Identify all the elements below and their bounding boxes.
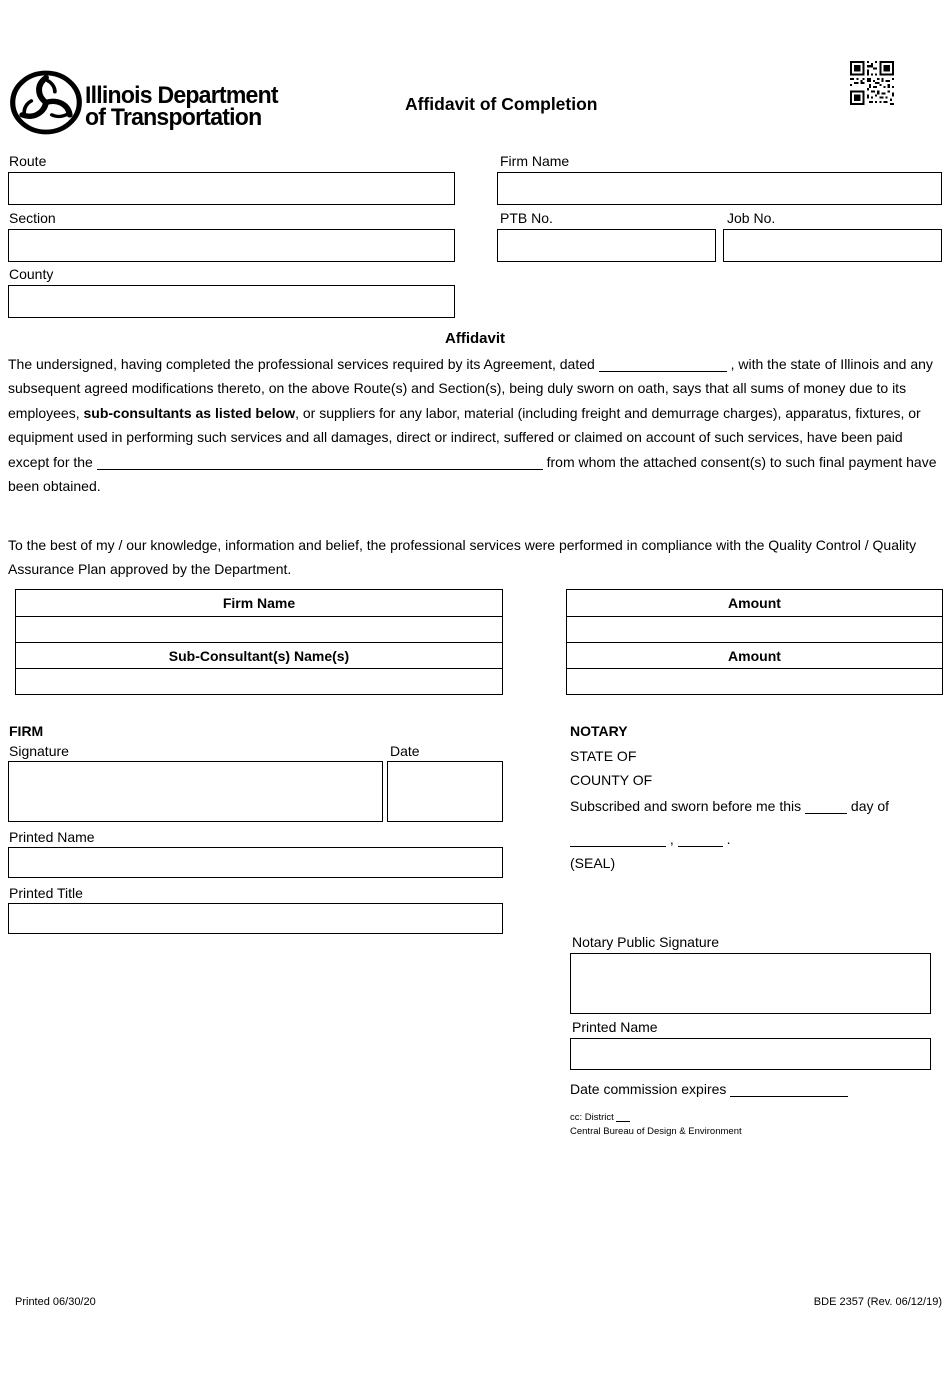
firm-printed-title-label: Printed Title (9, 885, 83, 901)
commission-expires-label: Date commission expires (570, 1081, 727, 1097)
idot-logo-icon (9, 69, 83, 141)
section-label: Section (9, 210, 56, 226)
amount-table (566, 589, 943, 695)
qr-code-icon (850, 60, 894, 111)
firm-signature-label: Signature (9, 743, 69, 759)
sworn-statement-line1 (570, 798, 889, 814)
affidavit-paragraph-2: To the best of my / our knowledge, information and belief, the professional services were performed in compliance with the Quality Control / Quality Assurance Plan approved by the Department. (8, 537, 917, 578)
p1-bold-subconsultants: sub-consultants as listed below (83, 404, 296, 421)
sworn-year-blank[interactable] (678, 831, 723, 847)
commission-expires-line (570, 1081, 848, 1097)
p1-text-4: from whom the attached consent(s) to such final payment have been obtained. (8, 453, 937, 495)
p1-text-3: , or suppliers for any labor, material (including freight and demurrage charges), apparatus, fixtures, or equipment used in performing such services and all damages, direct or indirect, suffered or claimed on account of such services, have been paid except for the (8, 404, 921, 470)
cc-bureau-note: Central Bureau of Design & Environment (570, 1126, 742, 1137)
county-label: County (9, 266, 54, 282)
sworn-text-1: Subscribed and sworn before me this (570, 798, 802, 814)
county-of-label: COUNTY OF (570, 772, 653, 788)
commission-expires-blank[interactable] (730, 1081, 848, 1097)
agency-name-line1: Illinois Department (85, 82, 278, 109)
page-title: Affidavit of Completion (405, 94, 598, 114)
route-label: Route (9, 153, 47, 169)
firm-printed-name-input[interactable] (8, 847, 503, 878)
form-number: BDE 2357 (Rev. 06/12/19) (813, 1296, 942, 1308)
firm-name-value-cell[interactable] (16, 616, 502, 642)
agreement-date-blank[interactable] (599, 356, 727, 372)
notary-signature-label: Notary Public Signature (572, 934, 720, 950)
notary-section-heading: NOTARY (570, 723, 628, 739)
notary-printed-name-input[interactable] (570, 1038, 931, 1070)
sworn-comma: , (669, 831, 674, 847)
sworn-day-blank[interactable] (805, 798, 847, 814)
agency-name-line2: of Transportation (85, 104, 262, 131)
route-input[interactable] (8, 172, 455, 205)
notary-printed-name-label: Printed Name (572, 1019, 658, 1035)
firm-printed-title-input[interactable] (8, 903, 503, 934)
sworn-text-2: day of (850, 798, 890, 814)
notary-signature-input[interactable] (570, 953, 931, 1014)
state-of-label: STATE OF (570, 748, 637, 764)
cc-district-note (570, 1112, 630, 1124)
seal-label: (SEAL) (570, 855, 616, 871)
firm-date-label: Date (390, 743, 420, 759)
ptb-no-label: PTB No. (500, 210, 553, 226)
agency-name (85, 82, 278, 131)
firm-signature-input[interactable] (8, 761, 383, 822)
firm-name-input[interactable] (497, 172, 942, 205)
affidavit-paragraph-1 (8, 352, 940, 498)
firm-name-table (15, 589, 503, 695)
firm-name-label: Firm Name (500, 153, 570, 169)
cc-district-text: cc: District (570, 1112, 614, 1123)
amount-value-cell-1[interactable] (567, 616, 942, 642)
exception-parties-blank[interactable] (97, 454, 543, 470)
p1-text-1: The undersigned, having completed the professional services required by its Agreement, dated (8, 356, 595, 372)
job-no-input[interactable] (723, 229, 942, 262)
p1-text-2: , with the state of Illinois and any subsequent agreed modifications thereto, on the above Route(s) and Section(s), being duly sworn on oath, says that all sums of money due to its employees, (8, 356, 933, 421)
section-input[interactable] (8, 229, 455, 262)
cc-district-blank (616, 1112, 630, 1122)
job-no-label: Job No. (727, 210, 776, 226)
firm-date-input[interactable] (387, 761, 503, 822)
amount-value-cell-2[interactable] (567, 668, 942, 694)
affidavit-heading: Affidavit (445, 330, 505, 347)
firm-printed-name-label: Printed Name (9, 829, 95, 845)
sworn-period: . (726, 831, 731, 847)
county-input[interactable] (8, 285, 455, 318)
subconsultant-value-cell[interactable] (16, 668, 502, 694)
sworn-statement-line2 (570, 831, 730, 847)
amount-header-cell-1: Amount (728, 595, 781, 611)
sworn-month-blank[interactable] (570, 831, 666, 847)
firm-name-header-cell: Firm Name (222, 595, 296, 611)
amount-header-cell-2: Amount (567, 642, 942, 668)
printed-date: Printed 06/30/20 (15, 1296, 96, 1308)
firm-section-heading: FIRM (9, 723, 44, 739)
ptb-no-input[interactable] (497, 229, 716, 262)
subconsultant-header-cell: Sub-Consultant(s) Name(s) (16, 642, 502, 668)
